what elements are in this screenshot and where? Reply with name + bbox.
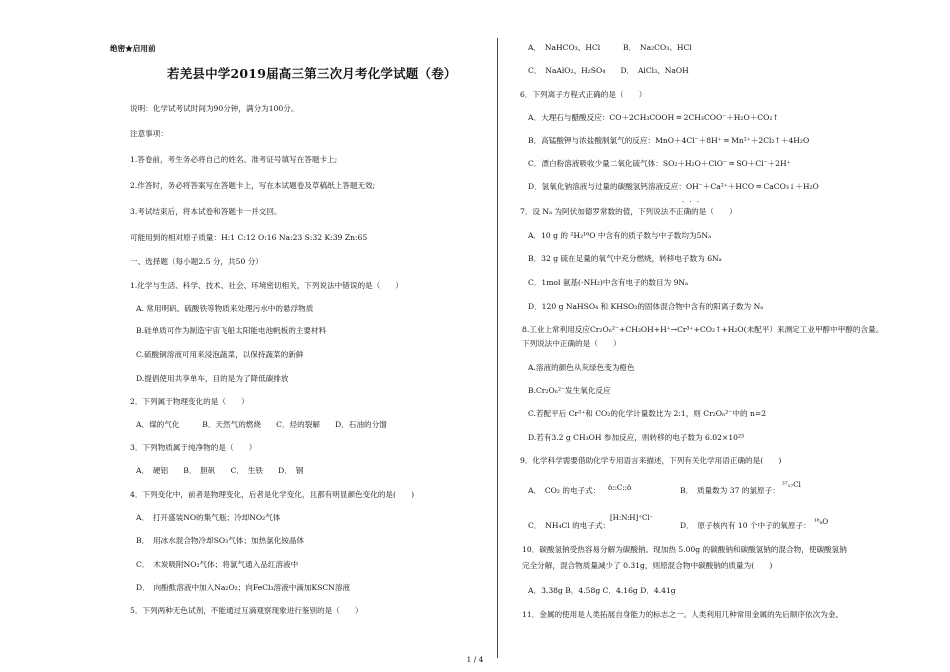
option: C． NaAlO₂、H₂SO₄ D． AlCl₃、NaOH [528, 66, 689, 75]
confidential-label: 绝密★启用前 [110, 44, 156, 53]
option: C． NH₄Cl 的电子式： [528, 521, 611, 530]
left-line: 1.答卷前，考生务必将自己的姓名、准考证号填写在答题卡上; [130, 155, 338, 164]
column-divider [497, 38, 498, 658]
option: B.Cr₂Oₙ²⁻发生氧化反应 [528, 386, 611, 395]
left-line: 可能用到的相对原子质量：H:1 C:12 O:16 Na:23 S:32 K:39 Zn:65 [130, 233, 368, 242]
left-line: 一、选择题（每小题2.5 分，共50 分） [130, 257, 263, 266]
chlorine-37-symbol: ³⁷₁₇Cl [782, 481, 801, 489]
question-11: 11．金属的使用是人类拓展自身能力的标志之一。人类利用几种常用金属的先后顺序依次为金、 [522, 610, 844, 619]
option: B．高锰酸钾与浓盐酸制氯气的反应：MnO＋4Cl⁻＋8H⁺ ═ Mn²⁺＋2Cl₂↑＋4H₂O [528, 136, 810, 145]
option: C.硫酸铜溶液可用来浸泡蔬菜，以保持蔬菜的新鲜 [136, 350, 304, 359]
option: A． 打开盛装NO的集气瓶；冷却NO₂气体 [136, 513, 281, 522]
question-2: 2．下列属于物理变化的是（ ） [130, 397, 249, 406]
question-10: 10．碳酸氢钠受热容易分解为碳酸钠。现加热 5.00g 的碳酸钠和碳酸氢钠的混合物，使碳酸氢钠 [522, 545, 847, 554]
option: B． 质量数为 37 的氯原子： [680, 486, 780, 495]
option: B．32 g 硫在足量的氧气中充分燃烧，转移电子数为 6Nₐ [528, 254, 722, 263]
option: A．大理石与醋酸反应：CO＋2CH₃COOH ═ 2CH₃COO⁻＋H₂O＋CO₂↑ [528, 113, 779, 122]
option: A.溶液的颜色从灰绿色变为橙色 [528, 363, 635, 372]
emphasis-dots: · · · [682, 198, 701, 206]
option: C．1mol 氨基(-NH₂)中含有电子的数目为 9Nₐ [528, 278, 689, 287]
question-4: 4．下列变化中，前者是物理变化，后者是化学变化，且都有明显颜色变化的是( ) [130, 490, 415, 499]
option: A．煤的气化 B．天然气的燃烧 C．烃的裂解 D．石油的分馏 [136, 420, 387, 429]
option: A． 硬铝 B． 胆矾 C． 生铁 D． 钢 [136, 466, 304, 475]
option: A．3.38g B．4.58g C．4.16g D．4.41g [528, 586, 676, 595]
option: A. 常用明矾、硫酸铁等物质来处理污水中的悬浮物质 [136, 304, 314, 313]
nh4cl-electron-formula: [H:N:H]⁺Cl⁻ [610, 514, 654, 522]
option: A．10 g 的 ²H₂¹⁶O 中含有的质子数与中子数均为5Nₐ [528, 231, 711, 240]
question-6: 6．下列离子方程式正确的是（ ） [520, 90, 647, 99]
question-1: 1.化学与生活、科学、技术、社会、环境密切相关，下列说法中错误的是（ ） [130, 281, 404, 290]
question-9: 9．化学科学需要借助化学专用语言来描述，下列有关化学用语正确的是( ) [520, 456, 782, 465]
option: D． 向酚酞溶液中加入Na₂O₂；向FeCl₃溶液中滴加KSCN溶液 [136, 583, 351, 592]
option: D.提倡使用共享单车，目的是为了降低碳排放 [136, 374, 289, 383]
option: B． 用冰水混合物冷却SO₃气体；加热氯化铵晶体 [136, 536, 305, 545]
option: A． NaHCO₃、HCl B． Na₂CO₃、HCl [528, 43, 692, 52]
question-3: 3．下列物质属于纯净物的是（ ） [130, 443, 257, 452]
left-line: 2.作答时，务必将答案写在答题卡上，写在本试题卷及草稿纸上答题无效; [130, 181, 376, 190]
option: C． 木炭吸附NO₂气体；将氯气通入品红溶液中 [136, 560, 299, 569]
option: D．氢氧化钠溶液与过量的碳酸氢钙溶液反应：OH⁻＋Ca²⁺＋HCO ═ CaCO₃↓＋H₂O [528, 182, 819, 191]
question-8: 8.工业上常利用反应Cr₂Oₙ²⁻+CH₃OH+H⁺→Cr³⁺+CO₂↑+H₂O(未配平）来测定工业甲醇中甲醇的含量。 [522, 325, 884, 334]
option: A． CO₂ 的电子式： [528, 486, 601, 495]
co2-electron-formula: ö::C::ö [608, 484, 632, 492]
exam-title: 若羌县中学2019届高三第三次月考化学试题（卷） [167, 66, 457, 81]
question-5: 5．下列两种无色试剂，不能通过互滴观察现象进行鉴别的是（ ） [130, 606, 363, 615]
option: B.硅单质可作为制造宇宙飞船太阳能电池帆板的主要材料 [136, 326, 327, 335]
left-line: 3.考试结束后，将本试卷和答题卡一并交回。 [130, 207, 282, 216]
oxygen-18-symbol: ¹⁸₈O [814, 518, 829, 526]
left-line: 注意事项： [130, 129, 168, 138]
question-7: 7．设 Nₐ 为阿伏加德罗常数的值，下列说法不正确的是（ ） [520, 207, 737, 216]
question-10-cont: 完全分解，混合物质量减少了 0.31g，则原混合物中碳酸钠的质量为( ) [522, 561, 773, 570]
option: D.若有3.2 g CH₃OH 参加反应，则转移的电子数为 6.02×10²³ [528, 433, 745, 442]
option: D． 原子核内有 10 个中子的氧原子： [680, 521, 811, 530]
option: C．漂白粉溶液吸收少量二氧化硫气体：SO₂＋H₂O＋ClO⁻ ═ SO＋Cl⁻＋2H⁺ [528, 159, 791, 168]
left-line: 说明：化学试考试时间为90分钟，满分为100分。 [130, 104, 299, 113]
option: D．120 g NaHSO₄ 和 KHSO₃的固体混合物中含有的阳离子数为 Nₐ [528, 302, 764, 311]
page-number: 1 / 4 [466, 655, 484, 664]
question-8-cont: 下列说法中正确的是（ ） [522, 339, 621, 348]
option: C.若配平后 Cr³⁺和 CO₂的化学计量数比为 2:1，则 Cr₂Oₙ²⁻中的 n=2 [528, 409, 767, 418]
